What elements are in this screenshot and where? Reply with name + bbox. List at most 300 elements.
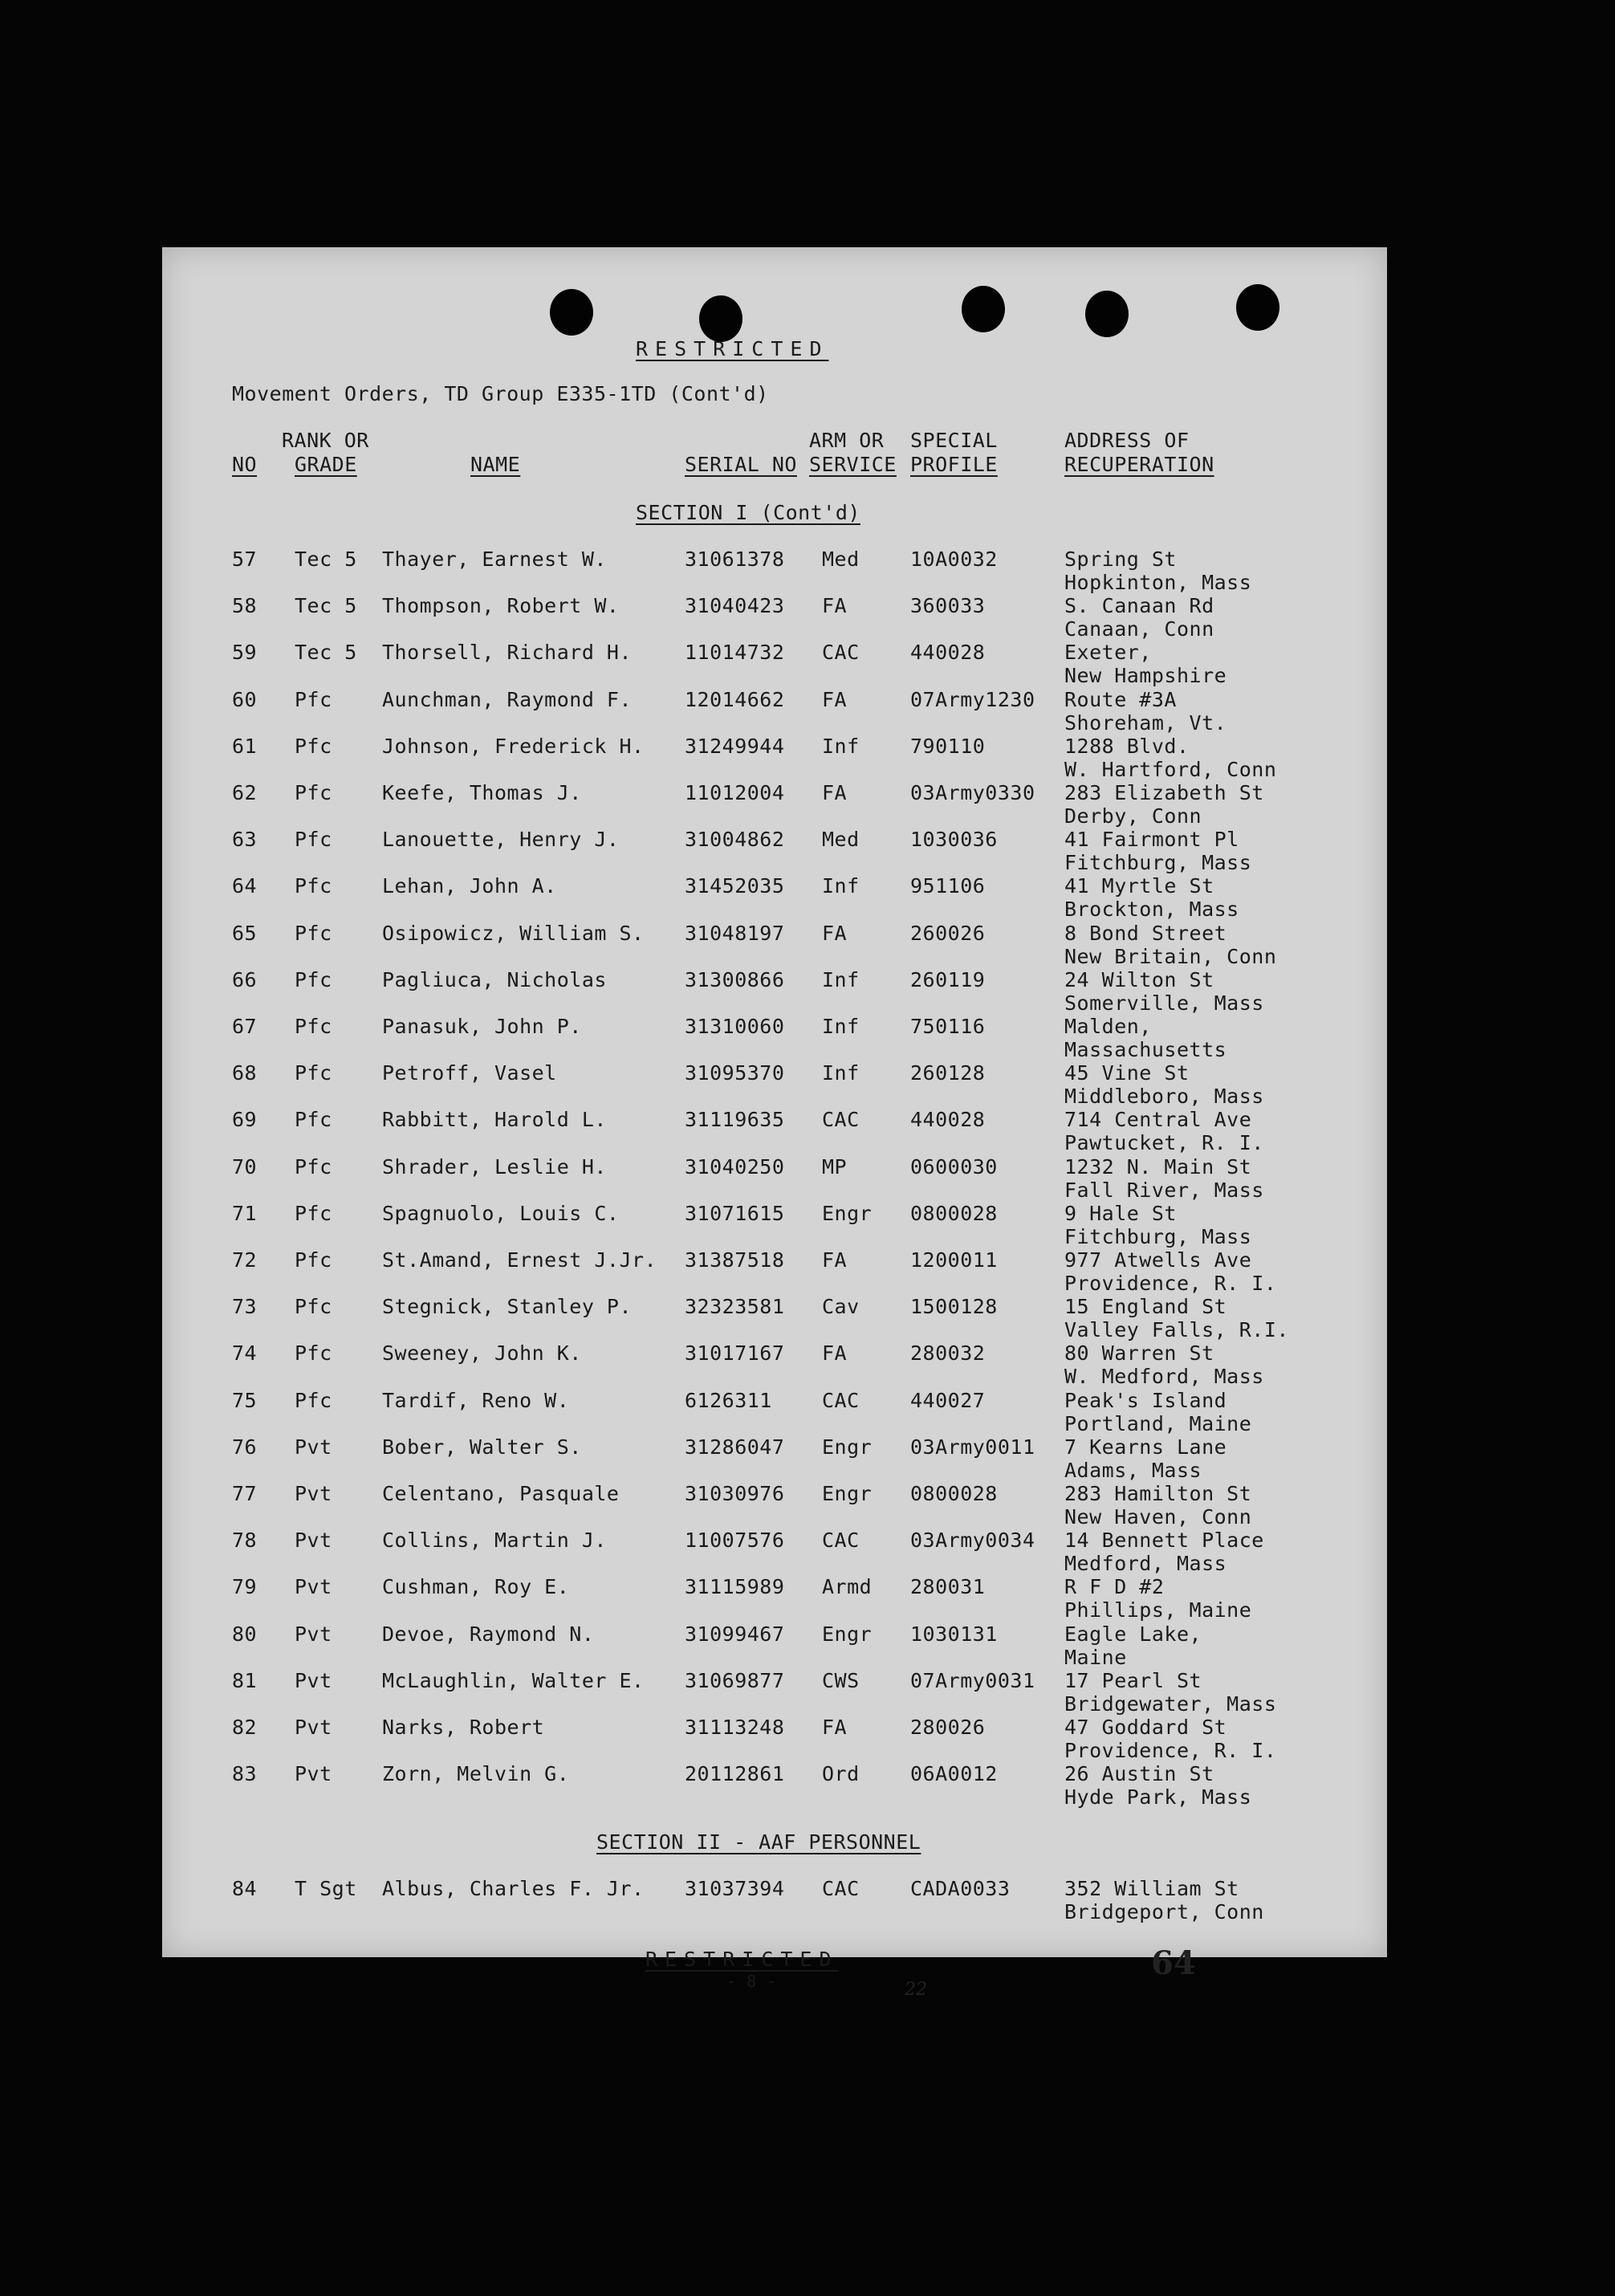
col-special-line1: SPECIAL [910,429,998,452]
row-name: Zorn, Melvin G. [382,1762,570,1786]
row-number: 62 [232,781,258,804]
row-serial: 31286047 [685,1435,785,1459]
row-address-line2: New Haven, Conn [1064,1505,1252,1529]
row-serial: 31115989 [685,1575,785,1599]
row-number: 75 [232,1388,258,1412]
row-serial: 6126311 [685,1388,772,1412]
col-rank-line2: GRADE [295,453,357,476]
table-row [162,1529,1387,1575]
row-serial: 20112861 [685,1762,785,1786]
row-serial: 12014662 [685,687,785,711]
row-arm: Engr [822,1435,873,1459]
row-address [1064,1155,1264,1202]
row-name: Tardif, Reno W. [382,1388,570,1412]
row-number: 78 [232,1529,258,1553]
row-serial: 31069877 [685,1668,785,1692]
row-rank: Pfc [295,828,332,852]
row-address-line2: Massachusetts [1064,1038,1227,1061]
row-profile: 260128 [910,1061,986,1085]
row-profile: 1030131 [910,1622,998,1646]
row-arm: Engr [822,1622,873,1646]
row-address [1064,1669,1276,1716]
col-address-line2: RECUPERATION [1064,453,1214,476]
table-row [162,1202,1387,1248]
row-address [1064,641,1227,687]
row-rank: Pvt [295,1575,332,1599]
table-row [162,1389,1387,1435]
row-arm: FA [822,1341,848,1366]
row-profile: 360033 [910,594,986,618]
row-number: 77 [232,1482,258,1505]
row-name: St.Amand, Ernest J.Jr. [382,1248,657,1272]
row-address [1064,1295,1289,1341]
row-number: 71 [232,1201,258,1225]
row-serial: 31071615 [685,1201,785,1225]
table-row [162,1295,1387,1341]
row-address-line1: 17 Pearl St [1064,1668,1202,1692]
row-address [1064,828,1251,874]
row-profile: 951106 [910,874,986,898]
row-address-line2: Fall River, Mass [1064,1178,1264,1202]
row-address [1064,1389,1251,1435]
row-profile: 0600030 [910,1154,998,1179]
col-address-line1: ADDRESS OF [1064,429,1190,452]
row-rank: Pvt [295,1529,332,1553]
punch-hole [550,289,593,336]
row-name: Panasuk, John P. [382,1015,582,1038]
col-rank-line1: RANK OR [282,429,369,452]
row-rank: Tec 5 [295,641,357,665]
row-address [1064,594,1214,641]
row-number: 63 [232,828,258,852]
row-address-line1: Route #3A [1064,687,1177,711]
row-profile: 790110 [910,734,986,758]
page-marker: - 8 - [726,1972,777,1991]
row-serial: 31119635 [685,1108,785,1132]
row-rank: Pfc [295,921,332,945]
row-address-line1: S. Canaan Rd [1064,594,1214,618]
row-number: 67 [232,1015,258,1038]
row-address [1064,1575,1251,1622]
table-row [162,1622,1387,1669]
row-number: 59 [232,641,258,665]
row-address-line1: Malden, [1064,1015,1152,1038]
row-arm: MP [822,1154,848,1179]
row-arm: FA [822,921,848,945]
row-arm: CAC [822,1877,860,1900]
row-profile: 03Army0330 [910,781,1035,804]
row-number: 76 [232,1435,258,1459]
row-number: 73 [232,1295,258,1319]
punch-hole [1085,291,1129,337]
row-address-line2: Brockton, Mass [1064,898,1239,922]
row-number: 61 [232,734,258,758]
row-address-line2: Shoreham, Vt. [1064,710,1227,735]
row-rank: Pfc [295,1201,332,1225]
row-number: 69 [232,1108,258,1132]
row-rank: Pfc [295,1388,332,1412]
row-address-line2: New Britain, Conn [1064,944,1277,968]
row-address [1064,1716,1276,1762]
row-name: Osipowicz, William S. [382,921,645,945]
row-rank: Pfc [295,1248,332,1272]
row-name: Lehan, John A. [382,874,557,898]
row-arm: Armd [822,1575,873,1599]
row-address [1064,1622,1202,1669]
table-row [162,1435,1387,1482]
row-address [1064,1015,1227,1061]
row-number: 80 [232,1622,258,1646]
row-name: Devoe, Raymond N. [382,1622,595,1646]
table-row [162,1877,1387,1924]
row-arm: Inf [822,874,860,898]
row-rank: Pvt [295,1668,332,1692]
row-address-line2: W. Hartford, Conn [1064,757,1277,781]
row-rank: Pfc [295,874,332,898]
row-address-line1: 283 Elizabeth St [1064,781,1264,804]
row-profile: 03Army0034 [910,1529,1035,1553]
row-serial: 31037394 [685,1877,785,1900]
row-serial: 11014732 [685,641,785,665]
row-number: 81 [232,1668,258,1692]
row-arm: CAC [822,1108,860,1132]
row-address-line1: Peak's Island [1064,1388,1227,1412]
row-number: 82 [232,1716,258,1739]
row-name: Rabbitt, Harold L. [382,1108,607,1132]
page-number: 64 [1151,1944,1196,1982]
row-address-line1: 41 Fairmont Pl [1064,828,1239,852]
row-arm: FA [822,1248,848,1272]
row-serial: 31300866 [685,967,785,991]
row-name: Sweeney, John K. [382,1341,582,1366]
row-name: Thorsell, Richard H. [382,641,633,665]
row-serial: 31040423 [685,594,785,618]
row-address [1064,1341,1264,1388]
row-address-line2: Somerville, Mass [1064,991,1264,1015]
row-profile: CADA0033 [910,1877,1011,1900]
row-arm: Engr [822,1201,873,1225]
row-address-line1: R F D #2 [1064,1575,1165,1599]
row-serial: 31040250 [685,1154,785,1179]
table-row [162,1015,1387,1061]
row-name: Keefe, Thomas J. [382,781,582,804]
row-profile: 1030036 [910,828,998,852]
table-row [162,1061,1387,1108]
row-arm: Med [822,828,860,852]
row-arm: FA [822,687,848,711]
row-address-line2: Medford, Mass [1064,1552,1227,1576]
row-address [1064,1061,1264,1108]
row-number: 83 [232,1762,258,1786]
row-arm: Engr [822,1482,873,1505]
row-rank: Pfc [295,1108,332,1132]
row-rank: Pfc [295,734,332,758]
row-address-line2: Canaan, Conn [1064,617,1214,641]
row-address-line2: Hyde Park, Mass [1064,1785,1252,1810]
row-profile: 0800028 [910,1482,998,1505]
row-address-line1: 15 England St [1064,1295,1227,1319]
row-address-line1: 80 Warren St [1064,1341,1214,1366]
table-row [162,1155,1387,1202]
section1-heading: SECTION I (Cont'd) [636,501,860,524]
row-rank: Pvt [295,1762,332,1786]
row-arm: CAC [822,1529,860,1553]
row-address-line1: Spring St [1064,548,1177,571]
table-row [162,1762,1387,1809]
row-profile: 1200011 [910,1248,998,1272]
row-number: 74 [232,1341,258,1366]
row-serial: 31017167 [685,1341,785,1366]
row-profile: 1500128 [910,1295,998,1319]
col-arm-line1: ARM OR [809,429,885,452]
row-arm: CAC [822,1388,860,1412]
row-address-line1: Eagle Lake, [1064,1622,1202,1646]
row-profile: 280026 [910,1716,986,1739]
row-rank: Pvt [295,1482,332,1505]
row-name: McLaughlin, Walter E. [382,1668,645,1692]
row-arm: Inf [822,1061,860,1085]
row-address-line1: 45 Vine St [1064,1061,1190,1085]
table-row [162,874,1387,921]
row-address-line1: 714 Central Ave [1064,1108,1252,1132]
row-profile: 280032 [910,1341,986,1366]
row-arm: CWS [822,1668,860,1692]
row-address-line2: Maine [1064,1645,1127,1669]
row-name: Stegnick, Stanley P. [382,1295,633,1319]
row-profile: 440028 [910,1108,986,1132]
table-row [162,1716,1387,1762]
section2-heading: SECTION II - AAF PERSONNEL [596,1830,921,1854]
table-row [162,1108,1387,1154]
row-address-line2: Phillips, Maine [1064,1598,1252,1622]
row-profile: 07Army1230 [910,687,1035,711]
row-number: 65 [232,921,258,945]
row-name: Bober, Walter S. [382,1435,582,1459]
row-name: Shrader, Leslie H. [382,1154,607,1179]
row-rank: Pvt [295,1716,332,1739]
row-name: Cushman, Roy E. [382,1575,570,1599]
row-profile: 07Army0031 [910,1668,1035,1692]
col-arm-line2: SERVICE [809,453,897,476]
row-rank: Pfc [295,1154,332,1179]
row-number: 60 [232,687,258,711]
row-address-line2: Fitchburg, Mass [1064,851,1252,875]
row-name: Narks, Robert [382,1716,545,1739]
table-row [162,781,1387,828]
row-address-line1: 283 Hamilton St [1064,1482,1252,1505]
table-row [162,1341,1387,1388]
row-address-line2: Middleboro, Mass [1064,1085,1264,1109]
col-special-line2: PROFILE [910,453,998,476]
table-row [162,641,1387,687]
row-name: Spagnuolo, Louis C. [382,1201,620,1225]
row-rank: Pvt [295,1435,332,1459]
row-profile: 10A0032 [910,548,998,571]
handwritten-number: 22 [905,1980,927,2000]
row-number: 68 [232,1061,258,1085]
table-row [162,968,1387,1015]
row-address-line1: 1288 Blvd. [1064,734,1190,758]
row-address [1064,688,1227,735]
row-address-line1: 977 Atwells Ave [1064,1248,1252,1272]
row-address-line1: 41 Myrtle St [1064,874,1214,898]
row-arm: Inf [822,1015,860,1038]
row-serial: 31452035 [685,874,785,898]
row-number: 79 [232,1575,258,1599]
document-page [162,247,1387,2000]
row-rank: Pvt [295,1622,332,1646]
row-arm: Med [822,548,860,571]
col-no: NO [232,453,258,476]
row-rank: Tec 5 [295,594,357,618]
row-serial: 31061378 [685,548,785,571]
row-name: Pagliuca, Nicholas [382,967,607,991]
row-rank: Pfc [295,1341,332,1366]
row-profile: 0800028 [910,1201,998,1225]
row-address-line1: 47 Goddard St [1064,1716,1227,1739]
row-address-line1: 1232 N. Main St [1064,1154,1252,1179]
row-serial: 32323581 [685,1295,785,1319]
row-arm: Ord [822,1762,860,1786]
row-address-line2: Fitchburg, Mass [1064,1224,1252,1248]
table-row [162,1669,1387,1716]
row-number: 64 [232,874,258,898]
table-row [162,1575,1387,1622]
row-profile: 260026 [910,921,986,945]
row-number: 84 [232,1877,258,1900]
row-serial: 31004862 [685,828,785,852]
table-row [162,735,1387,781]
row-address [1064,968,1264,1015]
table-row [162,548,1387,594]
row-address [1064,735,1276,781]
row-number: 66 [232,967,258,991]
row-address [1064,922,1276,968]
punch-hole [962,286,1005,332]
row-address [1064,1877,1264,1924]
table-row [162,922,1387,968]
row-address-line2: Bridgeport, Conn [1064,1900,1264,1924]
row-name: Aunchman, Raymond F. [382,687,633,711]
document-title: Movement Orders, TD Group E335-1TD (Cont'd) [232,382,769,405]
col-serial: SERIAL NO [685,453,797,476]
row-address-line2: Providence, R. I. [1064,1739,1277,1762]
row-number: 58 [232,594,258,618]
row-profile: 03Army0011 [910,1435,1035,1459]
row-address [1064,1435,1227,1482]
row-address-line1: 24 Wilton St [1064,967,1214,991]
row-rank: Pfc [295,1295,332,1319]
punch-hole [699,295,742,342]
row-number: 70 [232,1154,258,1179]
row-name: Thayer, Earnest W. [382,548,607,571]
row-arm: CAC [822,641,860,665]
row-serial: 31310060 [685,1015,785,1038]
row-arm: FA [822,781,848,804]
row-profile: 06A0012 [910,1762,998,1786]
row-address-line1: Exeter, [1064,641,1152,665]
row-address-line2: Portland, Maine [1064,1411,1252,1435]
row-name: Albus, Charles F. Jr. [382,1877,645,1900]
row-rank: Pfc [295,1061,332,1085]
row-rank: Pfc [295,1015,332,1038]
row-address-line2: Valley Falls, R.I. [1064,1318,1289,1342]
row-address-line1: 352 William St [1064,1877,1239,1900]
row-address-line1: 9 Hale St [1064,1201,1177,1225]
col-name: NAME [470,453,521,476]
row-serial: 31099467 [685,1622,785,1646]
row-address [1064,548,1251,594]
row-arm: FA [822,1716,848,1739]
row-serial: 31048197 [685,921,785,945]
row-number: 72 [232,1248,258,1272]
restricted-header: RESTRICTED [636,337,829,360]
row-profile: 260119 [910,967,986,991]
row-address-line1: 7 Kearns Lane [1064,1435,1227,1459]
row-serial: 31030976 [685,1482,785,1505]
row-address [1064,1108,1264,1154]
row-serial: 31113248 [685,1716,785,1739]
row-address-line2: W. Medford, Mass [1064,1365,1264,1389]
row-address-line2: Pawtucket, R. I. [1064,1131,1264,1155]
row-number: 57 [232,548,258,571]
row-rank: Tec 5 [295,548,357,571]
row-name: Johnson, Frederick H. [382,734,645,758]
row-rank: T Sgt [295,1877,357,1900]
row-profile: 440028 [910,641,986,665]
table-row [162,688,1387,735]
row-name: Petroff, Vasel [382,1061,557,1085]
row-name: Lanouette, Henry J. [382,828,620,852]
row-address-line2: Derby, Conn [1064,804,1202,828]
row-address-line1: 8 Bond Street [1064,921,1227,945]
row-name: Thompson, Robert W. [382,594,620,618]
row-serial: 31387518 [685,1248,785,1272]
row-profile: 280031 [910,1575,986,1599]
row-address [1064,1202,1251,1248]
row-profile: 440027 [910,1388,986,1412]
row-address-line2: Adams, Mass [1064,1458,1202,1482]
punch-hole [1236,284,1279,331]
row-address-line1: 14 Bennett Place [1064,1529,1264,1553]
row-address [1064,1529,1264,1575]
table-row [162,1248,1387,1295]
row-serial: 31095370 [685,1061,785,1085]
row-address-line2: Hopkinton, Mass [1064,571,1252,594]
row-serial: 11007576 [685,1529,785,1553]
row-rank: Pfc [295,781,332,804]
row-address [1064,874,1239,921]
row-arm: FA [822,594,848,618]
row-arm: Inf [822,967,860,991]
row-arm: Inf [822,734,860,758]
row-address-line2: New Hampshire [1064,664,1227,688]
row-name: Celentano, Pasquale [382,1482,620,1505]
row-rank: Pfc [295,967,332,991]
row-rank: Pfc [295,687,332,711]
row-name: Collins, Martin J. [382,1529,607,1553]
table-row [162,1482,1387,1529]
row-address-line2: Providence, R. I. [1064,1272,1277,1295]
row-address-line2: Bridgewater, Mass [1064,1691,1277,1716]
row-serial: 31249944 [685,734,785,758]
table-row [162,828,1387,874]
row-address [1064,1762,1251,1809]
row-address [1064,1482,1251,1529]
row-address [1064,781,1264,828]
restricted-footer: RESTRICTED [645,1948,839,1971]
table-row [162,594,1387,641]
